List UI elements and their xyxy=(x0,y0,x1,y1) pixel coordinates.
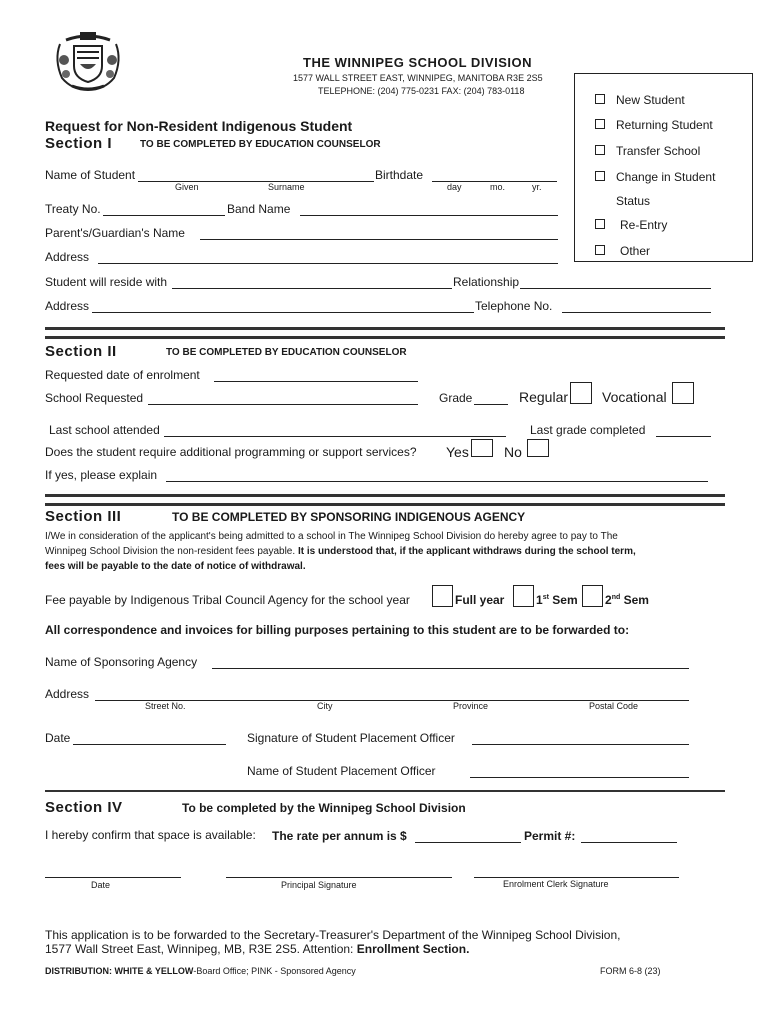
given-caption: Given xyxy=(175,182,199,192)
officer-name-label: Name of Student Placement Officer xyxy=(247,764,436,778)
section-1-title: Section I xyxy=(45,135,113,152)
school-requested-field[interactable] xyxy=(148,404,418,405)
agency-address-label: Address xyxy=(45,687,90,701)
school-requested-label: School Requested xyxy=(45,391,144,405)
coat-of-arms-icon xyxy=(52,30,124,92)
second-sem-checkbox[interactable] xyxy=(582,585,603,607)
vocational-checkbox[interactable] xyxy=(672,382,694,404)
province-caption: Province xyxy=(453,701,489,711)
clerk-signature-field[interactable] xyxy=(474,877,679,878)
student-name-label: Name of Student xyxy=(45,168,136,182)
city-caption: City xyxy=(317,701,333,711)
re-entry-checkbox[interactable] xyxy=(595,219,605,229)
form-number: FORM 6-8 (23) xyxy=(600,966,661,976)
principal-signature-caption: Principal Signature xyxy=(281,880,357,890)
additional-support-question: Does the student require additional programming or support services? xyxy=(45,445,417,459)
other-checkbox[interactable] xyxy=(595,245,605,255)
new-student-label: New Student xyxy=(616,93,685,107)
second-sem-suffix: nd xyxy=(611,594,621,601)
reside-with-label: Student will reside with xyxy=(45,275,168,289)
first-sem-suffix: st xyxy=(542,594,549,601)
address-2-label: Address xyxy=(45,299,90,313)
grade-label: Grade xyxy=(439,391,473,405)
officer-signature-label: Signature of Student Placement Officer xyxy=(247,731,455,745)
agreement-line-3: fees will be payable to the date of notice of withdrawal. xyxy=(45,561,306,572)
date-label: Date xyxy=(45,731,71,745)
change-status-label: Change in Student xyxy=(616,170,716,184)
full-year-label: Full year xyxy=(455,593,505,607)
enrolment-date-label: Requested date of enrolment xyxy=(45,368,200,382)
footer-line-1: This application is to be forwarded to the Secretary-Treasurer's Department of the Winnipeg School Division, xyxy=(45,928,621,942)
day-caption: day xyxy=(447,182,462,192)
principal-signature-field[interactable] xyxy=(226,877,452,878)
sponsoring-agency-label: Name of Sponsoring Agency xyxy=(45,655,198,669)
first-sem-text: Sem xyxy=(552,593,578,607)
new-student-checkbox[interactable] xyxy=(595,94,605,104)
treaty-no-label: Treaty No. xyxy=(45,202,101,216)
change-status-label-2: Status xyxy=(616,194,651,208)
guardian-name-label: Parent's/Guardian's Name xyxy=(45,226,185,240)
section-3-subtitle: TO BE COMPLETED BY SPONSORING INDIGENOUS AGENCY xyxy=(172,510,526,524)
telephone-label: Telephone No. xyxy=(475,299,553,313)
space-confirm-label: I hereby confirm that space is available: xyxy=(45,828,256,842)
relationship-field[interactable] xyxy=(520,288,711,289)
rate-label: The rate per annum is $ xyxy=(272,829,407,843)
division-date-field[interactable] xyxy=(45,877,181,878)
section-1-subtitle: TO BE COMPLETED BY EDUCATION COUNSELOR xyxy=(140,139,381,150)
last-school-label: Last school attended xyxy=(49,423,160,437)
attention-section: Enrollment Section. xyxy=(356,942,470,956)
footer-line-2 xyxy=(45,942,469,956)
transfer-school-checkbox[interactable] xyxy=(595,145,605,155)
agreement-line-1: I/We in consideration of the applicant's being admitted to a school in The Winnipeg School Division do hereby agree to pay to The xyxy=(45,531,618,542)
street-caption: Street No. xyxy=(145,701,186,711)
yes-label: Yes xyxy=(446,444,469,460)
vocational-label: Vocational xyxy=(602,389,667,405)
telephone-field[interactable] xyxy=(562,312,711,313)
section-4-subtitle: To be completed by the Winnipeg School Division xyxy=(182,801,466,815)
band-name-field[interactable] xyxy=(300,215,558,216)
last-grade-label: Last grade completed xyxy=(530,423,646,437)
first-sem-number: 1 xyxy=(536,593,543,607)
month-caption: mo. xyxy=(490,182,506,192)
permit-field[interactable] xyxy=(581,842,677,843)
distribution-rest: -Board Office; PINK - Sponsored Agency xyxy=(193,966,356,976)
section-2-subtitle: TO BE COMPLETED BY EDUCATION COUNSELOR xyxy=(166,347,407,358)
section-divider xyxy=(45,790,725,792)
section-divider xyxy=(45,494,725,506)
regular-label: Regular xyxy=(519,389,569,405)
section-2-title: Section II xyxy=(45,343,117,360)
school-division-title: THE WINNIPEG SCHOOL DIVISION xyxy=(303,55,533,70)
surname-caption: Surname xyxy=(268,182,305,192)
year-caption: yr. xyxy=(532,182,542,192)
officer-signature-field[interactable] xyxy=(472,744,689,745)
address-label: Address xyxy=(45,250,90,264)
division-address: 1577 WALL STREET EAST, WINNIPEG, MANITOBA R3E 2S5 xyxy=(293,73,543,83)
grade-field[interactable] xyxy=(474,404,508,405)
address-2-field[interactable] xyxy=(92,312,474,313)
section-3-title: Section III xyxy=(45,508,122,525)
no-label: No xyxy=(504,444,522,460)
address-field[interactable] xyxy=(98,263,558,264)
enrolment-date-field[interactable] xyxy=(214,381,418,382)
division-date-caption: Date xyxy=(91,880,111,890)
other-label: Other xyxy=(620,244,651,258)
guardian-name-field[interactable] xyxy=(200,239,558,240)
change-status-checkbox[interactable] xyxy=(595,171,605,181)
support-yes-checkbox[interactable] xyxy=(471,439,493,457)
footer-line-2-text: 1577 Wall Street East, Winnipeg, MB, R3E 2S5. Attention: xyxy=(45,942,354,956)
first-sem-checkbox[interactable] xyxy=(513,585,534,607)
relationship-label: Relationship xyxy=(453,275,520,289)
clerk-signature-caption: Enrolment Clerk Signature xyxy=(503,879,609,889)
last-school-field[interactable] xyxy=(164,436,506,437)
distribution-bold: DISTRIBUTION: WHITE & YELLOW xyxy=(45,966,194,976)
section-4-title: Section IV xyxy=(45,799,123,816)
student-name-field[interactable] xyxy=(138,181,374,182)
reside-with-field[interactable] xyxy=(172,288,452,289)
explain-label: If yes, please explain xyxy=(45,468,158,482)
second-sem-label xyxy=(605,593,649,607)
last-grade-field[interactable] xyxy=(656,436,711,437)
full-year-checkbox[interactable] xyxy=(432,585,453,607)
section-divider xyxy=(45,327,725,339)
officer-name-field[interactable] xyxy=(470,777,689,778)
first-sem-label xyxy=(536,593,578,607)
explain-field[interactable] xyxy=(166,481,708,482)
correspondence-note: All correspondence and invoices for billing purposes pertaining to this student are to be forwarded to: xyxy=(45,623,630,637)
sponsoring-agency-field[interactable] xyxy=(212,668,689,669)
agreement-line-2a: Winnipeg School Division the non-resident fees payable. xyxy=(45,546,296,557)
re-entry-label: Re-Entry xyxy=(620,218,668,232)
rate-field[interactable] xyxy=(415,842,521,843)
band-name-label: Band Name xyxy=(227,202,291,216)
date-field[interactable] xyxy=(73,744,226,745)
second-sem-number: 2 xyxy=(605,593,612,607)
form-title: Request for Non-Resident Indigenous Student xyxy=(45,118,353,134)
distribution-note xyxy=(45,966,356,976)
returning-student-checkbox[interactable] xyxy=(595,119,605,129)
returning-student-label: Returning Student xyxy=(616,118,713,132)
permit-label: Permit #: xyxy=(524,829,576,843)
treaty-no-field[interactable] xyxy=(103,215,225,216)
agreement-line-2 xyxy=(45,546,636,557)
fee-payable-label: Fee payable by Indigenous Tribal Council Agency for the school year xyxy=(45,593,410,607)
transfer-school-label: Transfer School xyxy=(616,144,701,158)
withdrawal-clause: It is understood that, if the applicant withdraws during the school term, xyxy=(297,546,636,557)
postal-code-caption: Postal Code xyxy=(589,701,639,711)
support-no-checkbox[interactable] xyxy=(527,439,549,457)
division-phone: TELEPHONE: (204) 775-0231 FAX: (204) 783-0118 xyxy=(318,86,525,96)
birthdate-label: Birthdate xyxy=(375,168,424,182)
second-sem-text: Sem xyxy=(623,593,649,607)
regular-checkbox[interactable] xyxy=(570,382,592,404)
